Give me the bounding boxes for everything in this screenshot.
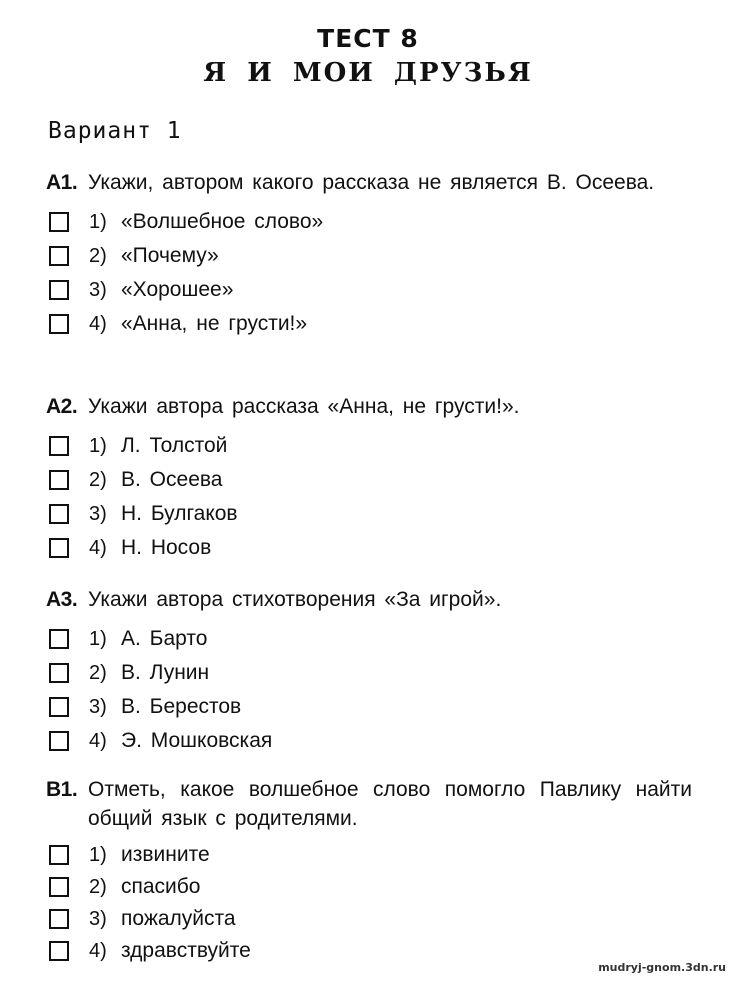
answer-option[interactable]	[46, 903, 692, 935]
option-number: 3)	[89, 502, 107, 525]
checkbox-icon[interactable]	[49, 246, 69, 266]
option-number: 4)	[89, 729, 107, 752]
checkbox-icon[interactable]	[49, 731, 69, 751]
variant-label: Вариант 1	[48, 118, 182, 144]
option-number: 2)	[89, 875, 107, 898]
answer-option[interactable]	[46, 307, 692, 341]
option-text: Л. Толстой	[121, 434, 228, 457]
answer-option[interactable]	[46, 724, 692, 758]
option-number: 3)	[89, 695, 107, 718]
option-text: «Хорошее»	[121, 278, 234, 301]
question-header	[46, 168, 692, 197]
question-number: А3.	[46, 588, 78, 611]
checkbox-icon[interactable]	[49, 663, 69, 683]
question-a2	[46, 392, 692, 565]
option-number: 2)	[89, 468, 107, 491]
checkbox-icon[interactable]	[49, 436, 69, 456]
option-text: В. Осеева	[121, 468, 223, 491]
answer-options	[46, 622, 692, 758]
answer-option[interactable]	[46, 497, 692, 531]
question-number: А2.	[46, 395, 78, 418]
checkbox-icon[interactable]	[49, 212, 69, 232]
question-number: А1.	[46, 171, 78, 194]
checkbox-icon[interactable]	[49, 697, 69, 717]
checkbox-icon[interactable]	[49, 470, 69, 490]
option-number: 4)	[89, 939, 107, 962]
question-a1	[46, 168, 692, 341]
checkbox-icon[interactable]	[49, 941, 69, 961]
answer-options	[46, 205, 692, 341]
option-text: пожалуйста	[121, 907, 236, 930]
answer-option[interactable]	[46, 429, 692, 463]
question-text: Отметь, какое волшебное слово помогло Павлику найти общий язык с родителями.	[88, 778, 692, 830]
test-subtitle: Я И МОИ ДРУЗЬЯ	[203, 58, 533, 88]
checkbox-icon[interactable]	[49, 280, 69, 300]
option-text: В. Лунин	[121, 661, 210, 684]
answer-option[interactable]	[46, 622, 692, 656]
checkbox-icon[interactable]	[49, 629, 69, 649]
question-header	[46, 392, 692, 421]
option-number: 1)	[89, 210, 107, 233]
option-number: 1)	[89, 627, 107, 650]
option-text: Э. Мошковская	[121, 729, 273, 752]
option-number: 4)	[89, 312, 107, 335]
option-text: «Анна, не грусти!»	[121, 312, 308, 335]
question-b1	[46, 775, 692, 967]
question-a3	[46, 585, 692, 758]
option-number: 1)	[89, 434, 107, 457]
question-header	[46, 775, 692, 833]
answer-option[interactable]	[46, 273, 692, 307]
question-text: Укажи автора рассказа «Анна, не грусти!».	[88, 395, 520, 418]
option-number: 1)	[89, 843, 107, 866]
checkbox-icon[interactable]	[49, 314, 69, 334]
question-header	[46, 585, 692, 614]
option-text: спасибо	[121, 875, 201, 898]
answer-option[interactable]	[46, 205, 692, 239]
question-text: Укажи, автором какого рассказа не является В. Осеева.	[88, 171, 655, 194]
answer-options	[46, 429, 692, 565]
option-text: Н. Булгаков	[121, 502, 238, 525]
checkbox-icon[interactable]	[49, 877, 69, 897]
test-title: ТЕСТ 8	[317, 24, 419, 53]
checkbox-icon[interactable]	[49, 845, 69, 865]
option-text: «Почему»	[121, 244, 219, 267]
checkbox-icon[interactable]	[49, 538, 69, 558]
answer-option[interactable]	[46, 463, 692, 497]
question-text: Укажи автора стихотворения «За игрой».	[88, 588, 502, 611]
option-text: извините	[121, 843, 210, 866]
checkbox-icon[interactable]	[49, 909, 69, 929]
option-text: В. Берестов	[121, 695, 242, 718]
answer-option[interactable]	[46, 935, 692, 967]
option-text: «Волшебное слово»	[121, 210, 324, 233]
question-number: В1.	[46, 778, 78, 801]
option-number: 3)	[89, 907, 107, 930]
option-number: 2)	[89, 661, 107, 684]
option-text: А. Барто	[121, 627, 208, 650]
answer-option[interactable]	[46, 239, 692, 273]
checkbox-icon[interactable]	[49, 504, 69, 524]
answer-option[interactable]	[46, 871, 692, 903]
option-number: 2)	[89, 244, 107, 267]
answer-option[interactable]	[46, 839, 692, 871]
option-number: 3)	[89, 278, 107, 301]
option-text: здравствуйте	[121, 939, 251, 962]
watermark: mudryj-gnom.3dn.ru	[598, 961, 726, 974]
option-number: 4)	[89, 536, 107, 559]
answer-options	[46, 839, 692, 967]
answer-option[interactable]	[46, 656, 692, 690]
answer-option[interactable]	[46, 690, 692, 724]
option-text: Н. Носов	[121, 536, 212, 559]
answer-option[interactable]	[46, 531, 692, 565]
